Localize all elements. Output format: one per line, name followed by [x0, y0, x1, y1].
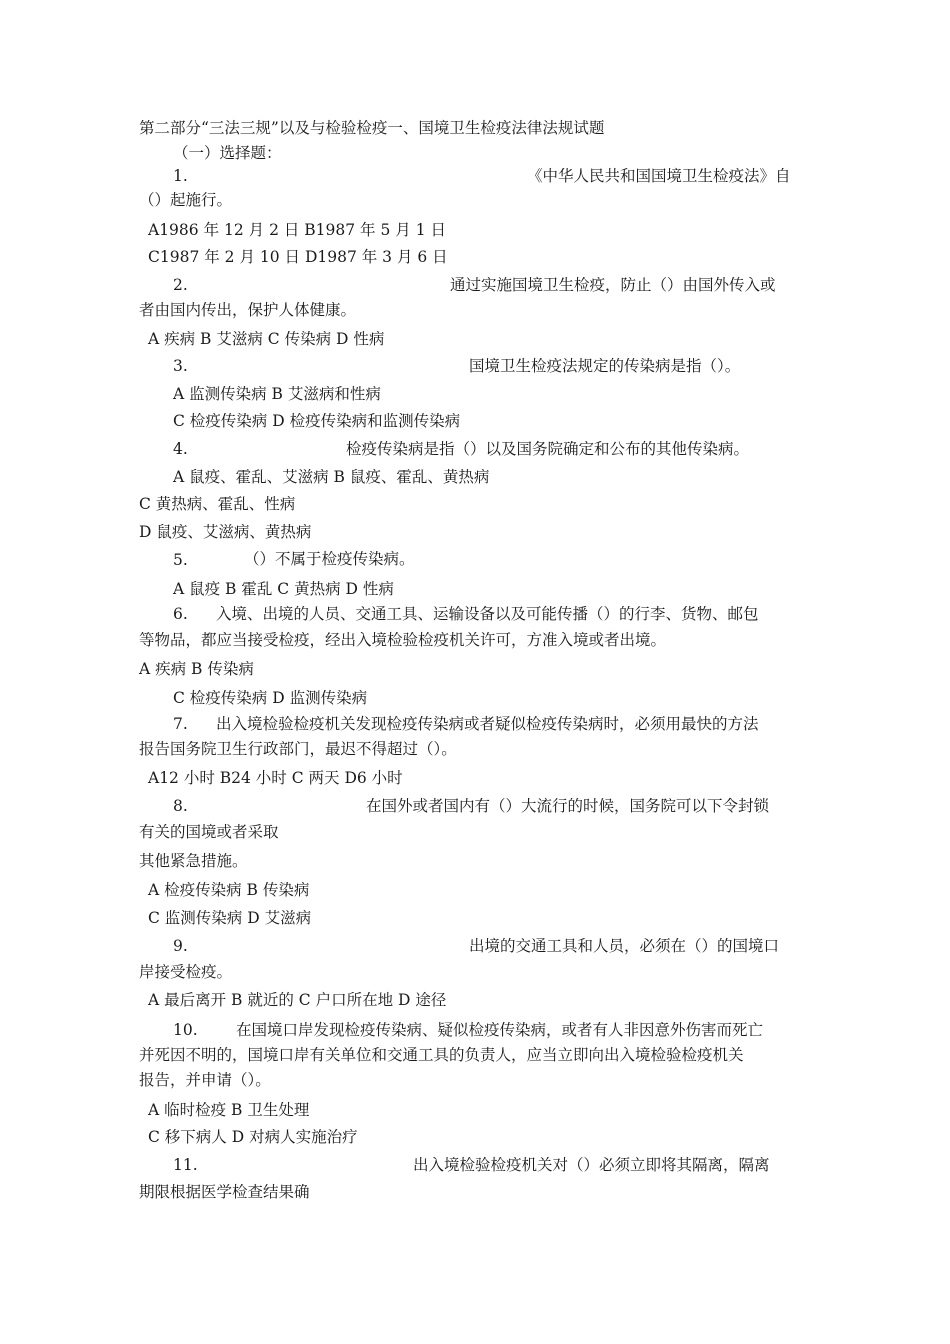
question-option: C 移下病人 D 对病人实施治疗	[148, 1128, 358, 1146]
question-stem: 出入境检验检疫机关发现检疫传染病或者疑似检疫传染病时，必须用最快的方法	[216, 715, 759, 733]
section-heading: （一）选择题：	[173, 144, 282, 162]
question-stem: （）不属于检疫传染病。	[244, 550, 415, 568]
question-option: C 黄热病、霍乱、性病	[139, 495, 296, 513]
question-stem: 并死因不明的，国境口岸有关单位和交通工具的负责人，应当立即向出入境检验检疫机关	[139, 1046, 744, 1064]
question-option: C 监测传染病 D 艾滋病	[148, 909, 312, 927]
question-option: A 最后离开 B 就近的 C 户口所在地 D 途径	[148, 991, 447, 1009]
question-number: 5.	[173, 551, 188, 569]
question-stem: 报告国务院卫生行政部门，最迟不得超过（）。	[139, 740, 457, 758]
question-stem: （）起施行。	[139, 191, 233, 209]
question-number: 2.	[173, 276, 188, 294]
question-stem: 报告，并申请（）。	[139, 1071, 271, 1089]
question-stem: 岸接受检疫。	[139, 963, 233, 981]
question-option: A12 小时 B24 小时 C 两天 D6 小时	[148, 769, 403, 787]
question-stem: 出入境检验检疫机关对（）必须立即将其隔离，隔离	[413, 1156, 770, 1174]
question-stem: 者由国内传出，保护人体健康。	[139, 301, 357, 319]
question-stem: 通过实施国境卫生检疫，防止（）由国外传入或	[450, 276, 776, 294]
question-option: A1986 年 12 月 2 日 B1987 年 5 月 1 日	[148, 221, 446, 239]
question-option: A 疾病 B 艾滋病 C 传染病 D 性病	[148, 330, 385, 348]
question-stem: 出境的交通工具和人员，必须在（）的国境口	[469, 937, 780, 955]
question-number: 4.	[173, 440, 188, 458]
question-number: 9.	[173, 937, 188, 955]
question-option: A 临时检疫 B 卫生处理	[148, 1101, 310, 1119]
question-option: C 检疫传染病 D 检疫传染病和监测传染病	[173, 412, 461, 430]
question-option: A 鼠疫 B 霍乱 C 黄热病 D 性病	[173, 580, 394, 598]
question-option: C1987 年 2 月 10 日 D1987 年 3 月 6 日	[148, 248, 448, 266]
question-stem: 国境卫生检疫法规定的传染病是指（）。	[469, 357, 741, 375]
document-title: 第二部分“三法三规”以及与检验检疫一、国境卫生检疫法律法规试题	[139, 119, 605, 137]
question-stem: 在国外或者国内有（）大流行的时候，国务院可以下令封锁	[366, 797, 770, 815]
question-option: A 鼠疫、霍乱、艾滋病 B 鼠疫、霍乱、黄热病	[173, 468, 490, 486]
question-option: D 鼠疫、艾滋病、黄热病	[139, 523, 312, 541]
question-option: A 疾病 B 传染病	[139, 660, 254, 678]
question-stem: 入境、出境的人员、交通工具、运输设备以及可能传播（）的行李、货物、邮包	[216, 605, 759, 623]
question-number: 11.	[173, 1156, 198, 1174]
question-number: 1.	[173, 167, 188, 185]
question-stem: 在国境口岸发现检疫传染病、疑似检疫传染病，或者有人非因意外伤害而死亡	[236, 1021, 764, 1039]
question-option: A 监测传染病 B 艾滋病和性病	[173, 385, 381, 403]
question-option: A 检疫传染病 B 传染病	[148, 881, 310, 899]
question-option: C 检疫传染病 D 监测传染病	[173, 689, 368, 707]
question-stem: 有关的国境或者采取	[139, 823, 279, 841]
question-stem: 期限根据医学检查结果确	[139, 1183, 310, 1201]
question-number: 10.	[173, 1021, 198, 1039]
question-number: 3.	[173, 357, 188, 375]
question-stem: 其他紧急措施。	[139, 852, 248, 870]
question-stem: 等物品，都应当接受检疫，经出入境检验检疫机关许可，方准入境或者出境。	[139, 631, 667, 649]
question-stem: 检疫传染病是指（）以及国务院确定和公布的其他传染病。	[346, 440, 750, 458]
question-number: 8.	[173, 797, 188, 815]
question-number: 7.	[173, 715, 188, 733]
question-stem: 《中华人民共和国国境卫生检疫法》自	[527, 167, 791, 185]
question-number: 6.	[173, 605, 188, 623]
